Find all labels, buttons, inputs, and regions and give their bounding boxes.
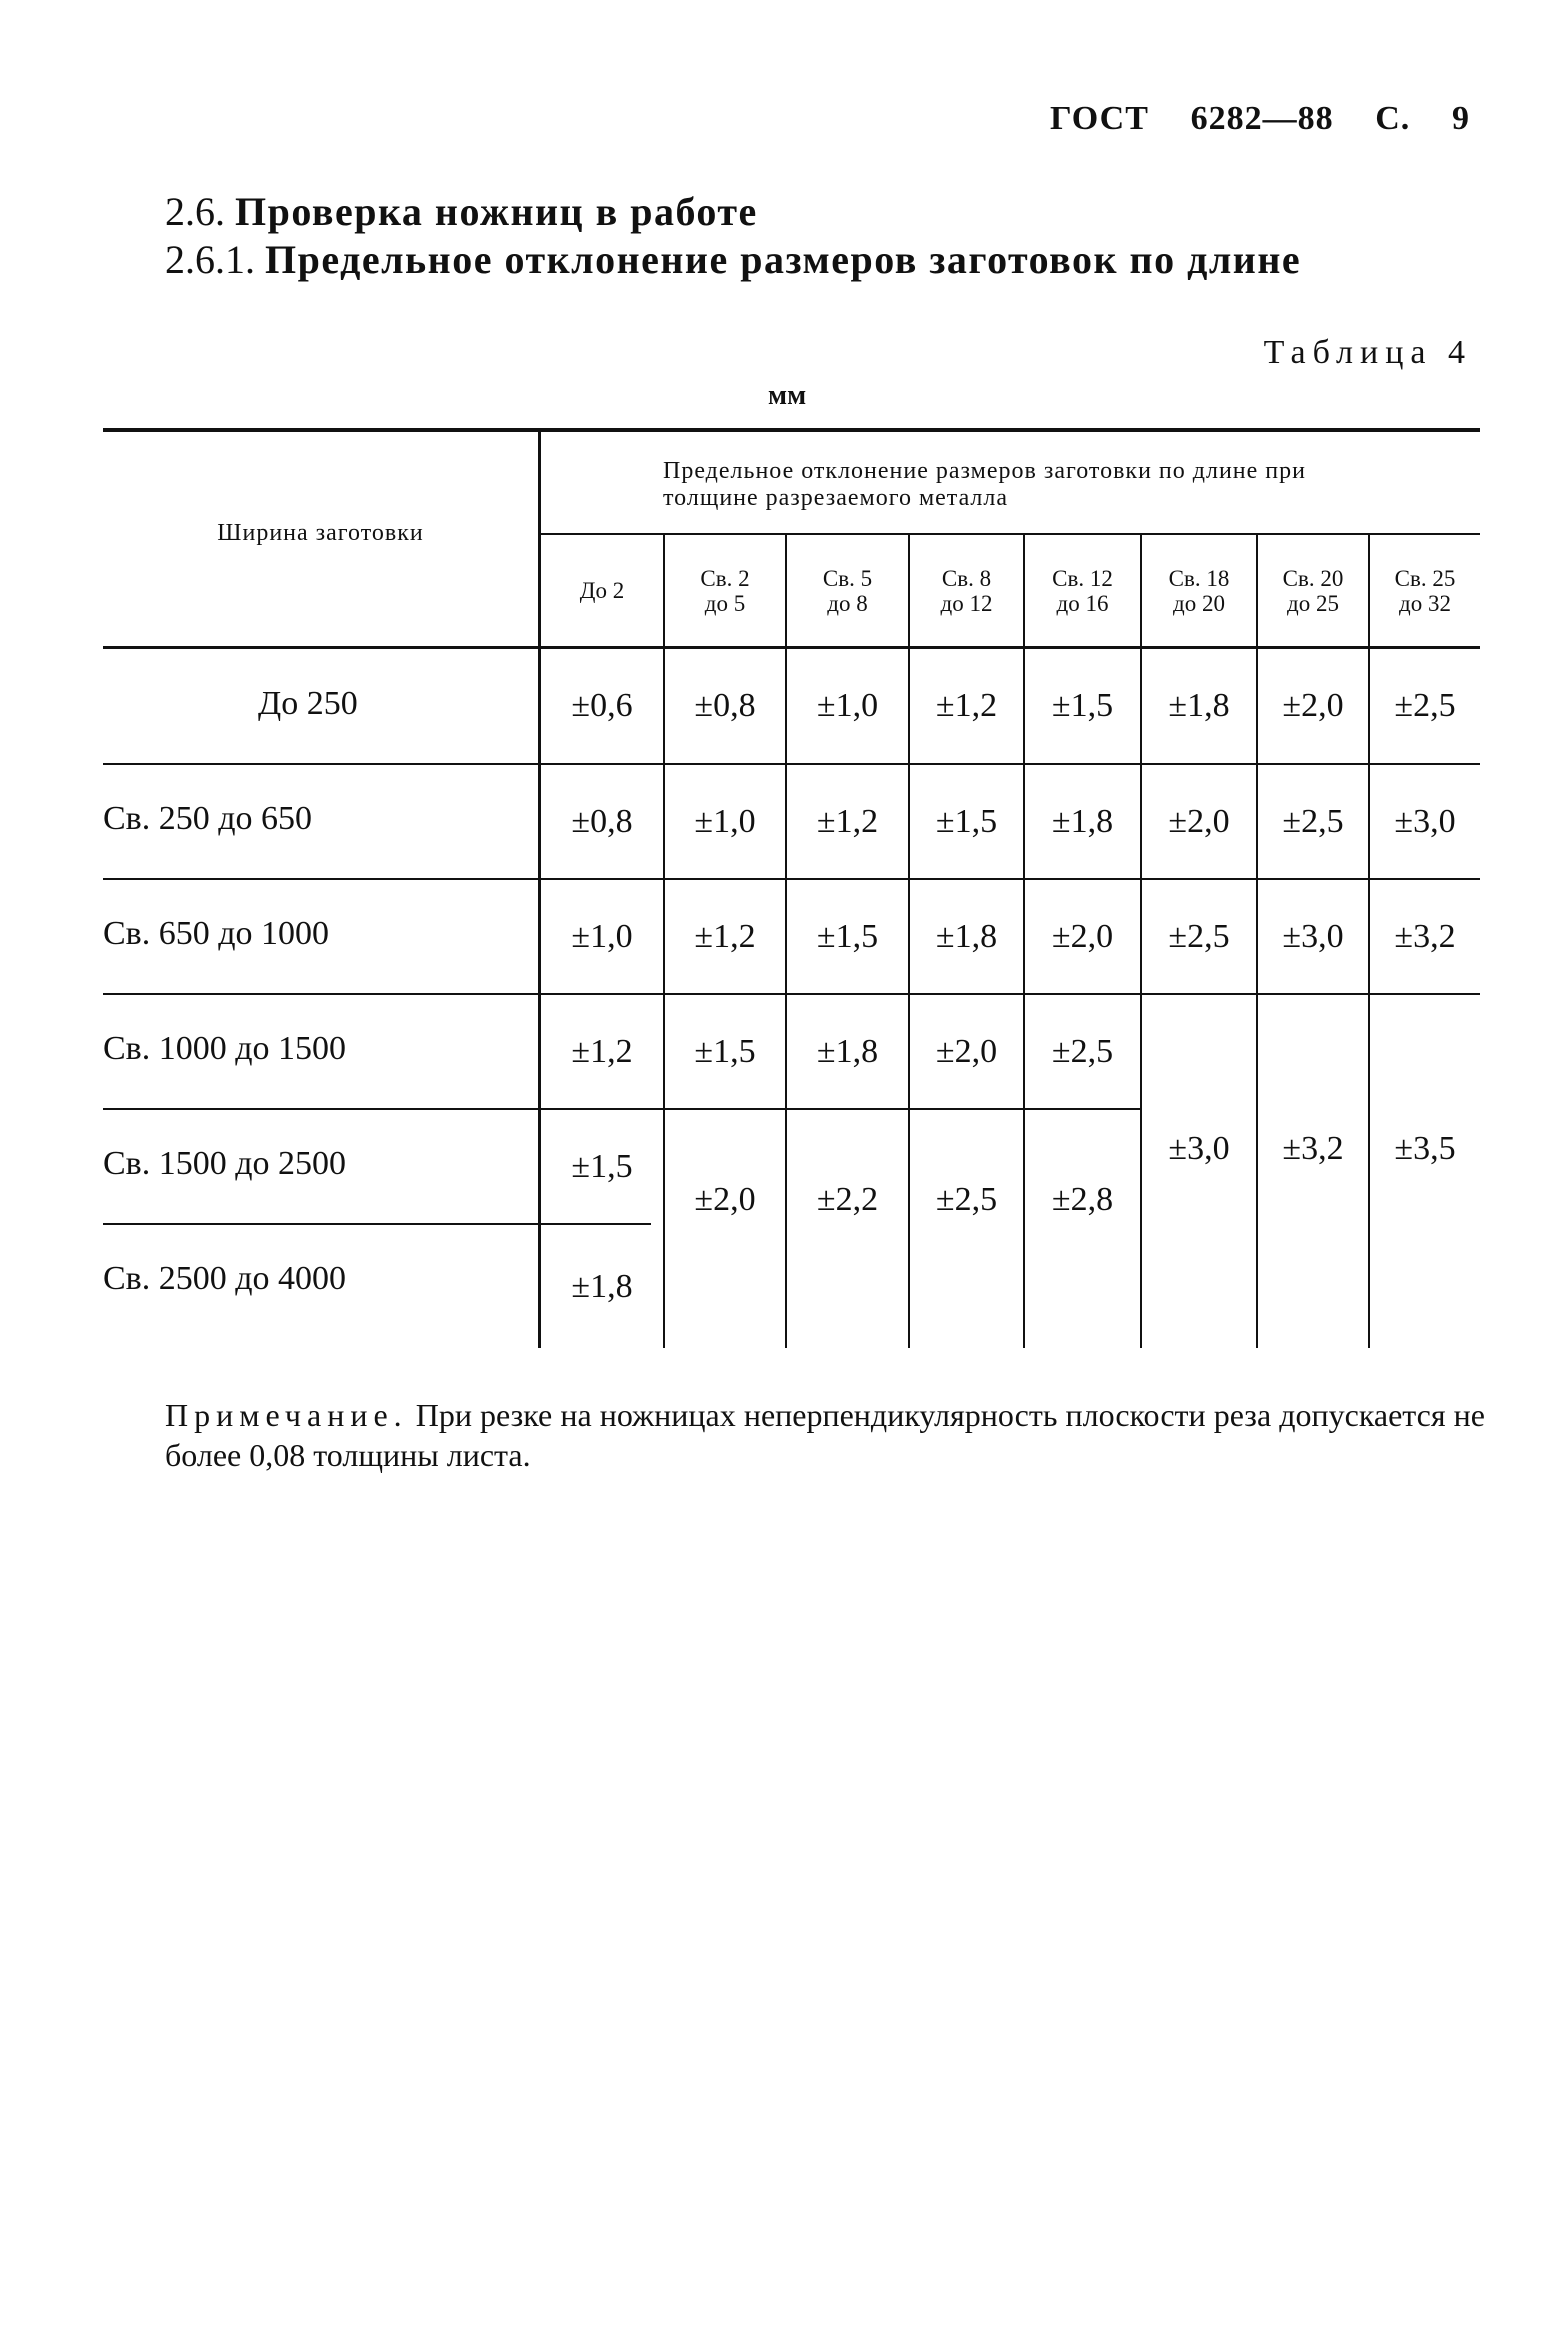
column-header [787, 535, 908, 646]
table-cell: ±1,5 [694, 1032, 756, 1070]
standard-number: 6282—88 [1190, 100, 1334, 137]
table-cell: ±1,0 [571, 917, 633, 955]
table-cell: ±2,0 [1282, 687, 1344, 724]
row-label: Св. 2500 до 4000 [103, 1260, 347, 1297]
column-header-line2: до 16 [1056, 590, 1109, 616]
table-cell: ±1,8 [571, 1267, 633, 1305]
subsection-heading [165, 236, 1301, 283]
table-cell: ±1,8 [1051, 802, 1114, 840]
note-lead: Примечание. [165, 1397, 408, 1433]
table-cell: ±1,8 [935, 917, 998, 955]
column-header-line1: Св. 12 [1052, 565, 1113, 591]
rule-top [103, 428, 1480, 432]
table-cell: ±1,5 [935, 802, 998, 840]
table-cell: ±1,5 [816, 917, 879, 955]
column-header-line1: До 2 [579, 578, 625, 603]
table-cell: ±0,8 [694, 687, 756, 724]
table-cell: ±2,5 [1394, 687, 1456, 724]
table-cell: ±3,0 [1282, 917, 1344, 955]
table-cell-merged: ±3,0 [1168, 1130, 1230, 1167]
column-header-line1: Св. 25 [1394, 565, 1456, 591]
column-header-line2: до 8 [827, 590, 868, 616]
column-header [665, 535, 785, 646]
section-number: 2.6. [165, 189, 225, 234]
page-prefix: С. [1375, 100, 1411, 137]
section-heading [165, 188, 758, 235]
table-cell: ±2,0 [1051, 917, 1114, 955]
page-header [1050, 100, 1470, 138]
table-cell: ±1,0 [694, 802, 756, 840]
table-cell: ±0,6 [571, 687, 633, 724]
table-cell-merged: ±2,2 [816, 1181, 879, 1218]
table-cell-merged: ±2,0 [694, 1181, 756, 1218]
table-cell-merged: ±3,2 [1282, 1130, 1344, 1167]
table-cell-merged: ±2,8 [1051, 1181, 1114, 1218]
row-label: До 250 [258, 685, 358, 722]
column-header-line2: до 25 [1287, 590, 1339, 616]
column-header [541, 535, 663, 646]
table-cell: ±3,2 [1394, 917, 1456, 955]
note-text: При резке на ножницах неперпендикулярность плоскости реза допускается не более 0,08 толщины листа. [165, 1397, 1486, 1473]
subsection-number: 2.6.1. [165, 237, 255, 282]
table-cell: ±1,2 [816, 802, 879, 840]
table-cell-merged: ±3,5 [1394, 1130, 1456, 1167]
table-cell-merged: ±2,5 [935, 1181, 998, 1218]
table-cell: ±2,0 [935, 1032, 998, 1070]
table-caption: Таблица 4 [1263, 334, 1472, 371]
column-header-line1: Св. 20 [1282, 565, 1344, 591]
table-cell: ±1,2 [694, 917, 756, 955]
column-header-line2: до 20 [1173, 590, 1225, 616]
row-label: Св. 250 до 650 [103, 800, 313, 837]
table-cell: ±2,5 [1282, 802, 1344, 840]
column-header-line2: до 5 [704, 590, 746, 616]
subsection-title: Предельное отклонение размеров заготовок по длине [265, 237, 1302, 282]
group-header: Предельное отклонение размеров заготовки по длине при толщине разрезаемого металла [663, 458, 1306, 511]
row-label: Св. 1000 до 1500 [103, 1030, 347, 1067]
table-cell: ±1,5 [571, 1147, 633, 1185]
tolerance-table [103, 428, 1480, 1348]
column-header-line1: Св. 18 [1168, 565, 1230, 591]
standard-label: ГОСТ [1050, 100, 1149, 137]
table-cell: ±3,0 [1394, 802, 1456, 840]
table-unit: мм [768, 380, 807, 411]
column-header [910, 535, 1023, 646]
column-header-line2: до 32 [1399, 590, 1451, 616]
column-header [1258, 535, 1368, 646]
table-cell: ±1,2 [571, 1032, 633, 1070]
section-title: Проверка ножниц в работе [235, 189, 758, 234]
column-header-line1: Св. 8 [941, 565, 992, 591]
table-cell: ±1,2 [935, 687, 998, 724]
table-cell: ±1,0 [816, 687, 879, 724]
column-header-line1: Св. 2 [700, 565, 750, 591]
page-number: 9 [1451, 100, 1470, 137]
row-header: Ширина заготовки [217, 520, 424, 546]
table-cell: ±1,8 [816, 1032, 879, 1070]
column-header [1142, 535, 1256, 646]
table-cell: ±2,0 [1168, 802, 1230, 840]
column-header-line2: до 12 [940, 590, 993, 616]
column-header-line1: Св. 5 [822, 565, 873, 591]
table-cell: ±0,8 [571, 802, 633, 840]
row-label: Св. 650 до 1000 [103, 915, 330, 952]
table-cell: ±2,5 [1168, 917, 1230, 955]
table-cell: ±1,8 [1168, 687, 1230, 724]
table-note [165, 1395, 1485, 1475]
table-cell: ±1,5 [1051, 687, 1114, 724]
table-cell: ±2,5 [1051, 1032, 1114, 1070]
column-header [1370, 535, 1480, 646]
column-header [1025, 535, 1140, 646]
row-label: Св. 1500 до 2500 [103, 1145, 347, 1182]
